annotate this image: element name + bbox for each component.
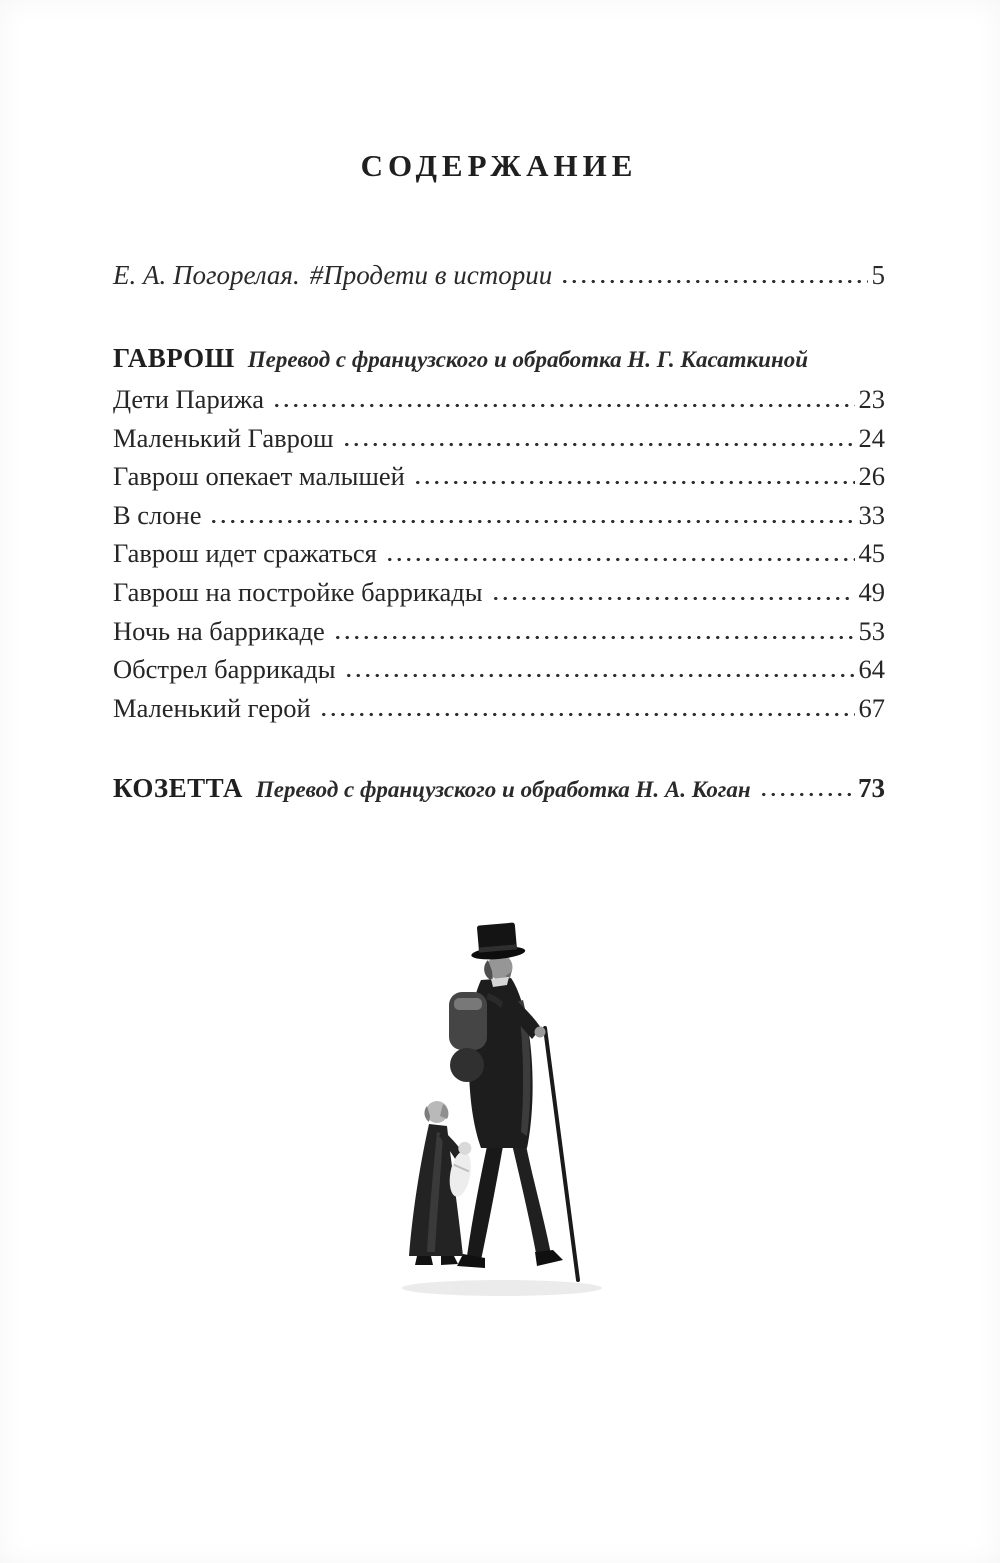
dot-leader: [333, 635, 855, 640]
toc-entry-label: В слоне: [113, 499, 202, 530]
man-and-girl-walking-illustration: [377, 922, 622, 1312]
toc-entry: [113, 457, 885, 496]
toc-entry: [113, 650, 885, 689]
toc-entry-label: Ночь на баррикаде: [113, 615, 325, 646]
toc-entry-page: 24: [858, 422, 885, 453]
section-title: ГАВРОШ: [113, 343, 235, 373]
intro-work-title: #Продети в истории: [309, 260, 553, 290]
dot-leader: [342, 442, 855, 447]
toc-entry-label: Маленький герой: [113, 692, 311, 723]
toc-entry-page: 53: [858, 615, 885, 646]
toc-entry-page: 33: [858, 499, 885, 530]
dot-leader: [560, 279, 867, 284]
section-title: КОЗЕТТА: [113, 773, 243, 804]
section-heading-gavroche: [113, 343, 885, 374]
dot-leader: [385, 557, 855, 562]
book-illustration: [153, 922, 845, 1317]
toc-entry: [113, 689, 885, 728]
dot-leader: [319, 712, 855, 717]
toc-entry-page: 49: [858, 576, 885, 607]
toc-entry-label: Гаврош опекает малышей: [113, 461, 405, 492]
toc-entry-label: Маленький Гаврош: [113, 422, 334, 453]
toc-entry-label: Дети Парижа: [113, 384, 264, 414]
toc-entry-label: Гаврош на постройке баррикады: [113, 576, 483, 607]
dot-leader: [413, 480, 855, 485]
dot-leader: [272, 403, 855, 408]
toc-entry: [113, 534, 885, 573]
dot-leader: [491, 596, 855, 601]
toc-entry: [113, 380, 885, 419]
toc-list-gavroche: [113, 380, 885, 727]
toc-entry: [113, 419, 885, 458]
toc-entry-label: Гаврош идет сражаться: [113, 538, 377, 569]
toc-entry: [113, 573, 885, 612]
section-heading-cosette: [113, 773, 885, 804]
page-title: СОДЕРЖАНИЕ: [360, 148, 638, 183]
intro-page-number: 5: [871, 260, 885, 290]
section-subtitle: Перевод с французского и обработка Н. А. Коган: [255, 777, 751, 803]
toc-entry-page: 26: [858, 461, 885, 492]
dot-leader: [344, 673, 855, 678]
intro-author: Е. А. Погорелая.: [113, 260, 300, 290]
toc-entry: [113, 612, 885, 651]
dot-leader: [209, 519, 854, 524]
toc-entry-page: 73: [858, 773, 885, 804]
toc-entry-page: 64: [858, 654, 885, 685]
toc-intro-entry: [113, 260, 885, 291]
toc-entry: [113, 496, 885, 535]
toc-entry-page: 67: [858, 692, 885, 723]
section-subtitle: Перевод с французского и обработка Н. Г. Касаткиной: [247, 347, 809, 372]
toc-entry-page: 45: [858, 538, 885, 569]
toc-entry-page: 23: [858, 384, 885, 414]
toc-entry-label: Обстрел баррикады: [113, 654, 336, 685]
dot-leader: [759, 792, 854, 797]
